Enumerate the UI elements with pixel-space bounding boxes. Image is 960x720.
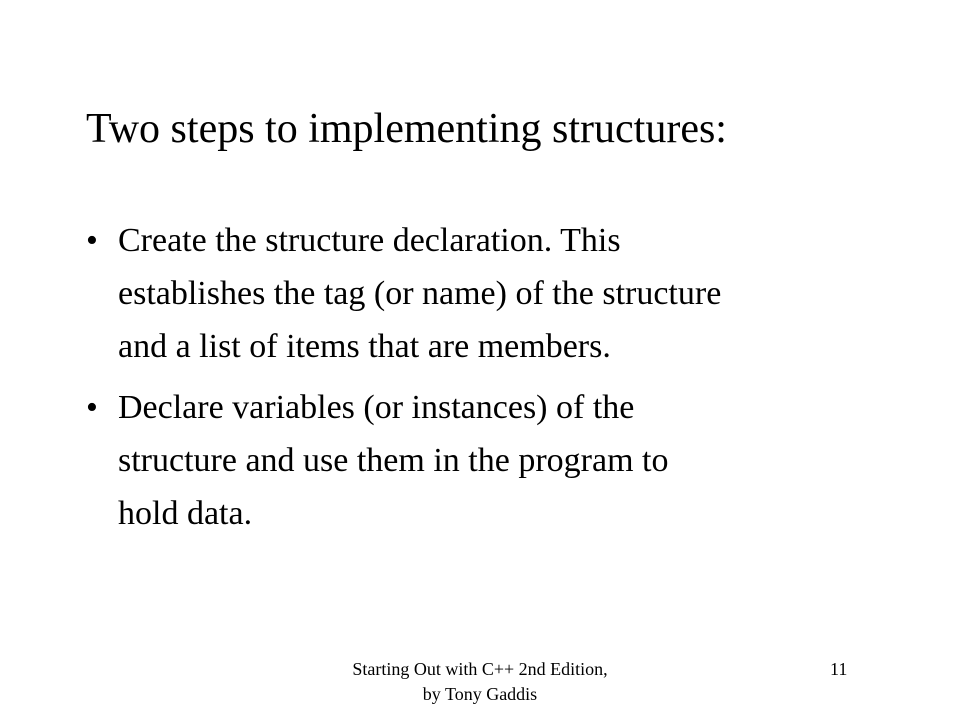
slide-title: Two steps to implementing structures: xyxy=(86,106,727,152)
bullet-line-2-3: hold data. xyxy=(118,495,253,532)
bullet-symbol: • xyxy=(86,222,98,259)
bullet-line-1-3: and a list of items that are members. xyxy=(118,328,611,365)
bullet-item-declare-variables xyxy=(86,381,886,540)
bullet-line-1-2: establishes the tag (or name) of the structure xyxy=(118,275,722,312)
bullet-list xyxy=(86,214,886,548)
footer-source xyxy=(325,657,635,707)
bullet-line-2-2: structure and use them in the program to xyxy=(118,442,669,479)
footer-line-1: Starting Out with C++ 2nd Edition, xyxy=(352,659,608,679)
bullet-symbol: • xyxy=(86,389,98,426)
page-number: 11 xyxy=(830,659,848,679)
footer-line-2: by Tony Gaddis xyxy=(422,684,538,704)
bullet-line-2-1: Declare variables (or instances) of the xyxy=(118,389,635,426)
bullet-line-1-1: Create the structure declaration. This xyxy=(118,222,621,259)
bullet-item-structure-declaration xyxy=(86,214,886,373)
